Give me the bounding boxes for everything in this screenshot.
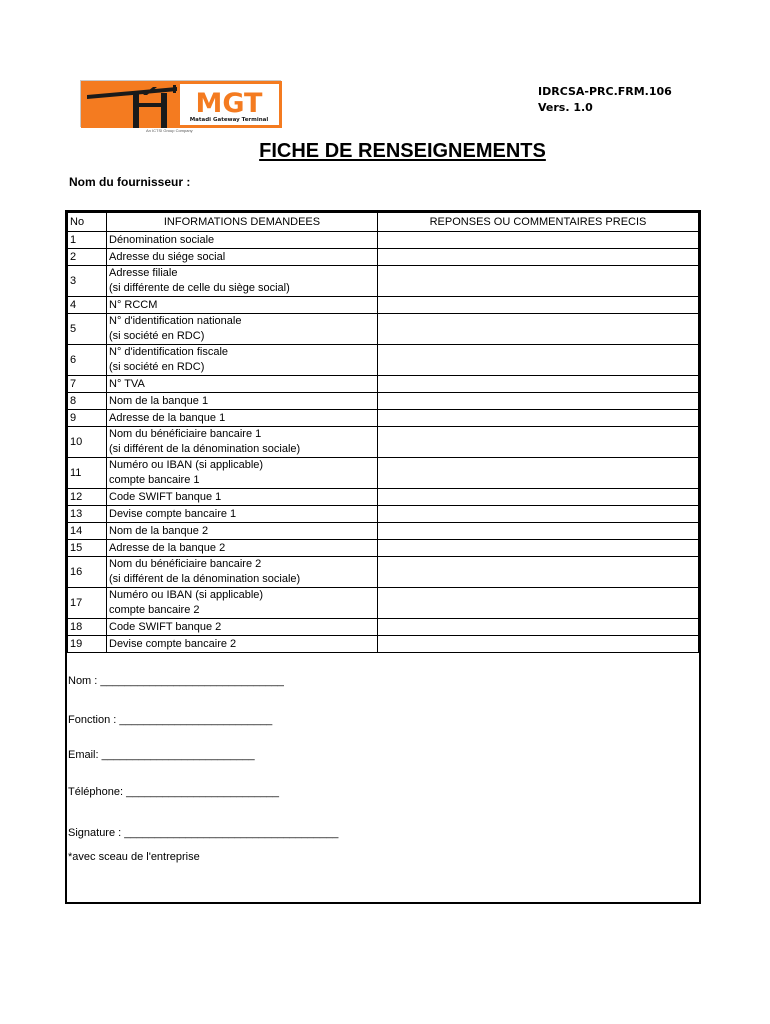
header-no: No bbox=[68, 213, 107, 232]
row-label-line1: Adresse de la banque 2 bbox=[109, 541, 226, 554]
row-label-line2: compte bancaire 1 bbox=[109, 474, 200, 486]
table-row bbox=[68, 232, 699, 249]
row-information-label bbox=[107, 506, 378, 523]
name-field-line: Nom : ______________________________ bbox=[68, 675, 284, 687]
row-information-label bbox=[107, 410, 378, 427]
response-cell[interactable] bbox=[378, 458, 699, 489]
row-label-line1: Adresse de la banque 1 bbox=[109, 411, 226, 424]
row-information-label bbox=[107, 249, 378, 266]
row-number: 2 bbox=[68, 249, 107, 266]
table-row bbox=[68, 427, 699, 458]
company-seal-note: *avec sceau de l'entreprise bbox=[68, 851, 200, 863]
table-row bbox=[68, 540, 699, 557]
row-number: 10 bbox=[68, 427, 107, 458]
header-responses: REPONSES OU COMMENTAIRES PRECIS bbox=[378, 213, 699, 232]
response-cell[interactable] bbox=[378, 232, 699, 249]
response-cell[interactable] bbox=[378, 427, 699, 458]
row-information-label bbox=[107, 232, 378, 249]
table-header-row bbox=[68, 213, 699, 232]
row-label-line1: Nom du bénéficiaire bancaire 1 bbox=[109, 428, 262, 440]
row-label-line2: compte bancaire 2 bbox=[109, 604, 200, 616]
table-row bbox=[68, 266, 699, 297]
row-label-line1: Devise compte bancaire 1 bbox=[109, 507, 237, 520]
row-label-line1: Nom de la banque 2 bbox=[109, 524, 209, 537]
function-field-line: Fonction : _________________________ bbox=[68, 714, 273, 726]
response-cell[interactable] bbox=[378, 314, 699, 345]
table-row bbox=[68, 314, 699, 345]
row-information-label bbox=[107, 297, 378, 314]
row-number: 5 bbox=[68, 314, 107, 345]
row-label-line2: (si société en RDC) bbox=[109, 330, 205, 342]
row-label-line2: (si société en RDC) bbox=[109, 361, 205, 373]
logo-tagline: An ICTSI Group Company bbox=[146, 128, 193, 133]
row-label-line2: (si différente de celle du siège social) bbox=[109, 282, 290, 294]
table-row bbox=[68, 249, 699, 266]
document-version: Vers. 1.0 bbox=[538, 101, 593, 114]
row-label-line1: Devise compte bancaire 2 bbox=[109, 637, 237, 650]
crane-logo-graphic bbox=[81, 81, 282, 128]
row-number: 11 bbox=[68, 458, 107, 489]
row-number: 17 bbox=[68, 588, 107, 619]
signature-field-line: Signature : ___________________________________ bbox=[68, 827, 339, 839]
response-cell[interactable] bbox=[378, 393, 699, 410]
row-label-line1: Code SWIFT banque 1 bbox=[109, 490, 222, 503]
response-cell[interactable] bbox=[378, 523, 699, 540]
header-information-requested: INFORMATIONS DEMANDEES bbox=[107, 213, 378, 232]
response-cell[interactable] bbox=[378, 506, 699, 523]
response-cell[interactable] bbox=[378, 557, 699, 588]
row-number: 6 bbox=[68, 345, 107, 376]
row-information-label bbox=[107, 489, 378, 506]
response-cell[interactable] bbox=[378, 636, 699, 653]
table-row bbox=[68, 636, 699, 653]
row-label-line1: Nom du bénéficiaire bancaire 2 bbox=[109, 558, 262, 570]
row-information-label bbox=[107, 427, 378, 458]
row-number: 12 bbox=[68, 489, 107, 506]
response-cell[interactable] bbox=[378, 345, 699, 376]
row-number: 1 bbox=[68, 232, 107, 249]
response-cell[interactable] bbox=[378, 376, 699, 393]
response-cell[interactable] bbox=[378, 588, 699, 619]
row-number: 16 bbox=[68, 557, 107, 588]
row-number: 15 bbox=[68, 540, 107, 557]
email-field-line: Email: _________________________ bbox=[68, 749, 255, 761]
row-label-line1: Code SWIFT banque 2 bbox=[109, 620, 222, 633]
row-label-line1: N° d'identification fiscale bbox=[109, 346, 229, 358]
table-row bbox=[68, 345, 699, 376]
table-row bbox=[68, 458, 699, 489]
row-label-line1: N° TVA bbox=[109, 377, 145, 390]
row-label-line1: Numéro ou IBAN (si applicable) bbox=[109, 589, 264, 601]
document-reference bbox=[538, 84, 672, 116]
row-label-line1: Adresse du siége social bbox=[109, 250, 226, 263]
logo-subtitle: Matadi Gateway Terminal bbox=[189, 117, 269, 123]
company-logo bbox=[80, 80, 281, 127]
row-number: 19 bbox=[68, 636, 107, 653]
telephone-field-line: Téléphone: _________________________ bbox=[68, 786, 280, 798]
row-information-label bbox=[107, 458, 378, 489]
row-information-label bbox=[107, 523, 378, 540]
table-row bbox=[68, 410, 699, 427]
table-row bbox=[68, 297, 699, 314]
table-row bbox=[68, 376, 699, 393]
row-information-label bbox=[107, 588, 378, 619]
response-cell[interactable] bbox=[378, 266, 699, 297]
row-label-line1: N° RCCM bbox=[109, 298, 158, 311]
row-label-line2: (si différent de la dénomination sociale) bbox=[109, 443, 301, 455]
table-row bbox=[68, 506, 699, 523]
row-label-line1: Adresse filiale bbox=[109, 267, 178, 279]
table-row bbox=[68, 489, 699, 506]
row-information-label bbox=[107, 376, 378, 393]
row-number: 4 bbox=[68, 297, 107, 314]
page-title-text: FICHE DE RENSEIGNEMENTS bbox=[259, 140, 546, 162]
row-number: 18 bbox=[68, 619, 107, 636]
information-table bbox=[67, 212, 699, 653]
row-information-label bbox=[107, 540, 378, 557]
row-number: 3 bbox=[68, 266, 107, 297]
row-information-label bbox=[107, 557, 378, 588]
row-information-label bbox=[107, 393, 378, 410]
response-cell[interactable] bbox=[378, 489, 699, 506]
response-cell[interactable] bbox=[378, 410, 699, 427]
response-cell[interactable] bbox=[378, 249, 699, 266]
row-information-label bbox=[107, 314, 378, 345]
row-label-line1: Dénomination sociale bbox=[109, 233, 215, 246]
table-row bbox=[68, 523, 699, 540]
row-label-line1: Nom de la banque 1 bbox=[109, 394, 209, 407]
row-number: 14 bbox=[68, 523, 107, 540]
page-title bbox=[0, 140, 770, 163]
table-row bbox=[68, 619, 699, 636]
row-information-label bbox=[107, 266, 378, 297]
row-information-label bbox=[107, 636, 378, 653]
row-information-label bbox=[107, 619, 378, 636]
response-cell[interactable] bbox=[378, 540, 699, 557]
row-number: 9 bbox=[68, 410, 107, 427]
document-code: IDRCSA-PRC.FRM.106 bbox=[538, 85, 672, 98]
row-label-line1: Numéro ou IBAN (si applicable) bbox=[109, 459, 264, 471]
row-label-line2: (si différent de la dénomination sociale) bbox=[109, 573, 301, 585]
supplier-name-label: Nom du fournisseur : bbox=[69, 175, 191, 189]
information-table-frame bbox=[65, 210, 701, 904]
row-number: 8 bbox=[68, 393, 107, 410]
table-row bbox=[68, 393, 699, 410]
row-information-label bbox=[107, 345, 378, 376]
row-number: 13 bbox=[68, 506, 107, 523]
table-row bbox=[68, 557, 699, 588]
table-row bbox=[68, 588, 699, 619]
response-cell[interactable] bbox=[378, 619, 699, 636]
row-label-line1: N° d'identification nationale bbox=[109, 315, 242, 327]
row-number: 7 bbox=[68, 376, 107, 393]
response-cell[interactable] bbox=[378, 297, 699, 314]
logo-text: MGT bbox=[195, 88, 263, 119]
